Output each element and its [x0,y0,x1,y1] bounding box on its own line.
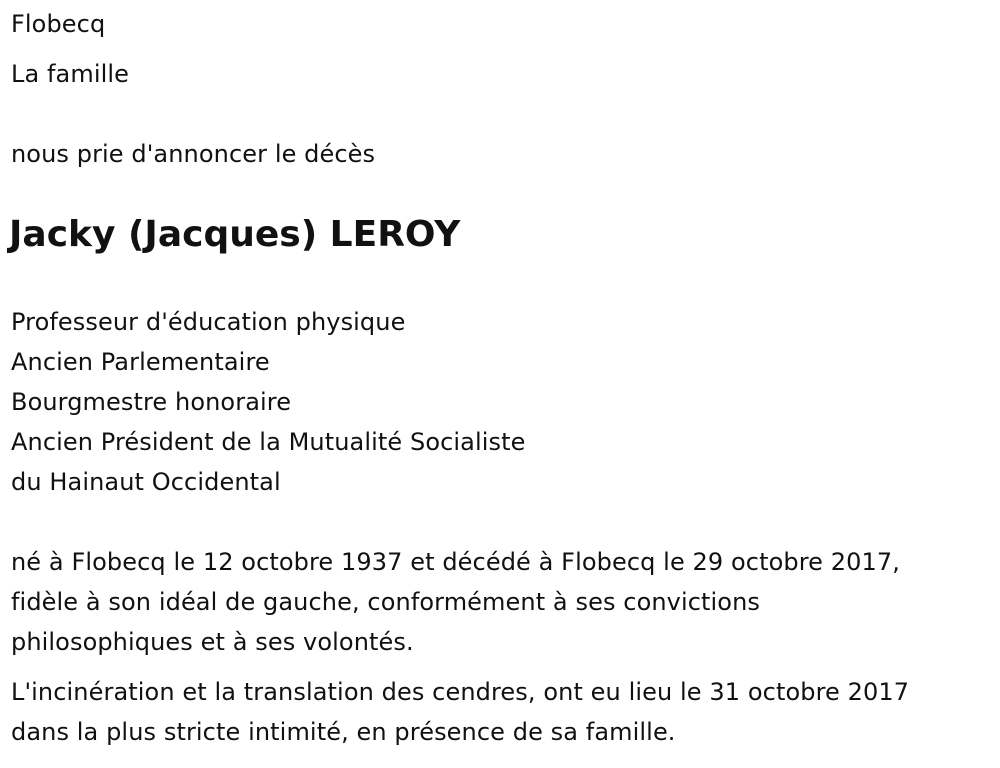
title-line: Professeur d'éducation physique [11,308,406,336]
title-line: Ancien Parlementaire [11,348,270,376]
paragraph-line: philosophiques et à ses volontés. [11,628,414,656]
deceased-name: Jacky (Jacques) LEROY [9,214,461,255]
location: Flobecq [11,10,106,38]
title-line: Ancien Président de la Mutualité Socialiste [11,428,526,456]
paragraph-line: fidèle à son idéal de gauche, conformément à ses convictions [11,588,761,616]
family-line: La famille [11,60,130,88]
title-line: du Hainaut Occidental [11,468,281,496]
paragraph-line: dans la plus stricte intimité, en présence de sa famille. [11,718,676,746]
announcement-line: nous prie d'annoncer le décès [11,140,376,168]
title-line: Bourgmestre honoraire [11,388,292,416]
paragraph-line: L'incinération et la translation des cendres, ont eu lieu le 31 octobre 2017 [11,678,910,706]
paragraph-line: né à Flobecq le 12 octobre 1937 et décédé à Flobecq le 29 octobre 2017, [11,548,900,576]
